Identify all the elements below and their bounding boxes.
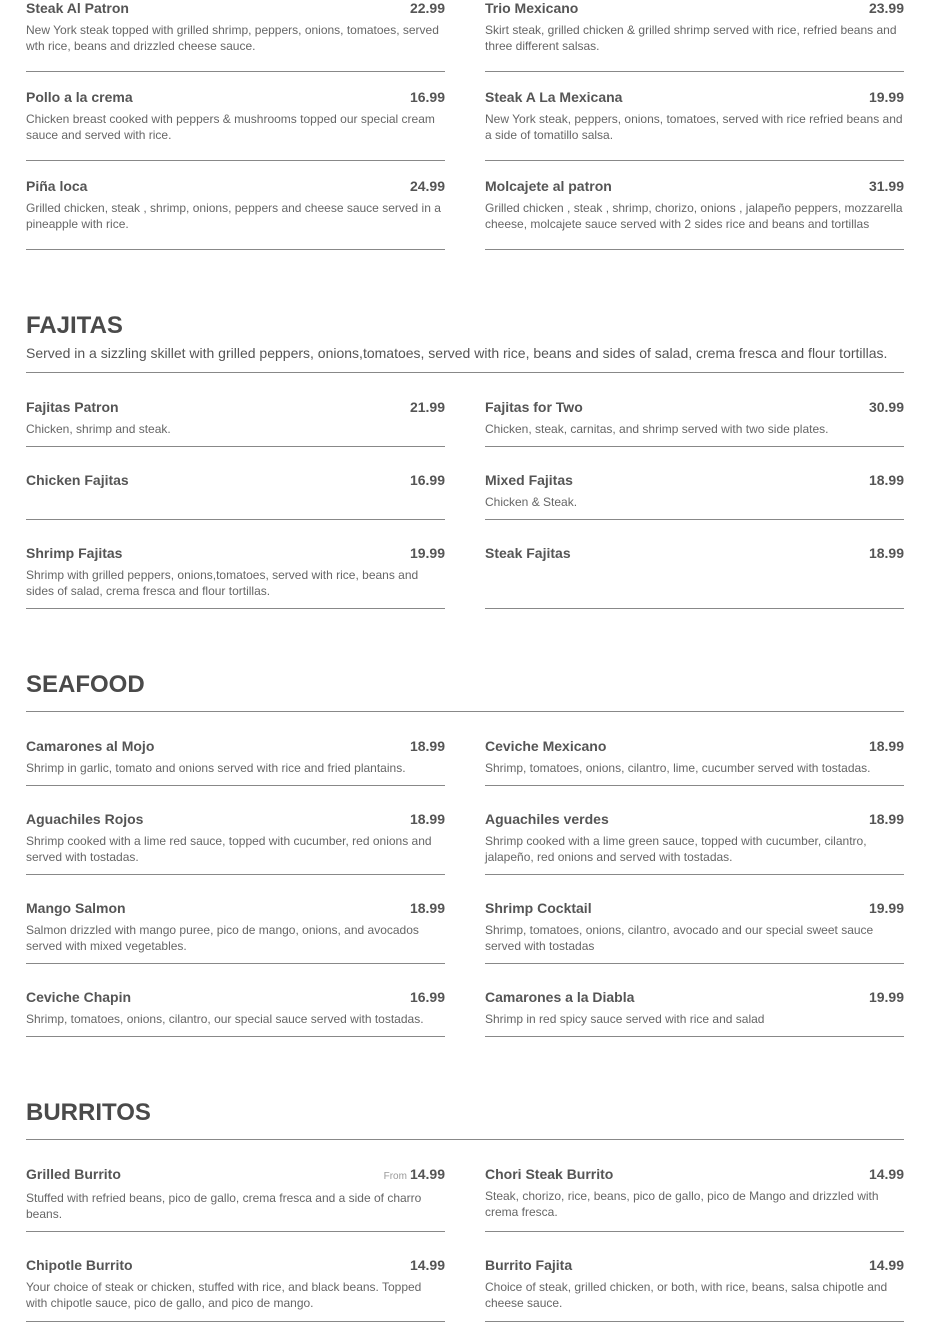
item-description: Choice of steak, grilled chicken, or both, with rice, beans, salsa chipotle and cheese sauce. [485,1280,888,1310]
item-divider [485,1036,904,1037]
item-description: Chicken breast cooked with peppers & mushrooms topped our special cream sauce and served with rice. [26,112,435,142]
item-description: New York steak, peppers, onions, tomatoes, served with rice refried beans and a side of tomatillo salsa. [485,112,903,142]
menu-item-mixed-fajitas[interactable] [485,472,904,520]
item-price [410,0,445,17]
menu-item-trio-mexicano[interactable] [485,0,904,72]
item-price [410,545,445,562]
item-divider [485,1231,904,1232]
menu-item-chori-steak-burrito[interactable] [485,1166,904,1232]
item-divider [485,249,904,250]
item-name: Burrito Fajita [485,1257,573,1273]
item-price [869,738,904,755]
menu-item-aguachiles-verdes[interactable] [485,811,904,875]
item-description: New York steak topped with grilled shrimp, peppers, onions, tomatoes, served wth rice, beans and drizzled cheese sauce. [26,23,439,53]
item-divider [26,874,445,875]
price-value: 21.99 [409,399,445,415]
item-name: Camarones a la Diabla [485,989,635,1005]
item-name: Fajitas Patron [26,399,119,415]
item-price [869,811,904,828]
price-value: 22.99 [409,0,445,16]
menu-item-aguachiles-rojos[interactable] [26,811,445,875]
item-price [384,1166,445,1185]
item-divider [485,608,904,609]
item-price [410,89,445,106]
price-value: 19.99 [868,89,904,105]
item-name: Aguachiles Rojos [26,811,144,827]
price-value: 14.99 [409,1257,445,1273]
menu-item-chicken-fajitas[interactable] [26,472,445,520]
item-divider [485,963,904,964]
item-divider [26,71,445,72]
item-description: Shrimp cooked with a lime red sauce, topped with cucumber, red onions and served with tostadas. [26,834,432,864]
menu-item-mango-salmon[interactable] [26,900,445,964]
menu-item-steak-a-la-mexicana[interactable] [485,89,904,161]
item-price [410,1257,445,1274]
price-value: 31.99 [868,178,904,194]
item-description: Shrimp with grilled peppers, onions,tomatoes, served with rice, beans and sides of salad, crema fresca and flour tortillas. [26,568,419,598]
price-value: 18.99 [868,472,904,488]
item-name: Steak Fajitas [485,545,571,561]
item-divider [485,519,904,520]
item-name: Camarones al Mojo [26,738,155,754]
item-divider [485,785,904,786]
price-value: 16.99 [409,89,445,105]
price-value: 19.99 [409,545,445,561]
section-divider [26,372,904,373]
item-name: Shrimp Cocktail [485,900,592,916]
item-divider [26,1231,445,1232]
item-divider [485,1321,904,1322]
item-name: Pollo a la crema [26,89,133,105]
item-name: Chicken Fajitas [26,472,129,488]
menu-item-ceviche-chapin[interactable] [26,989,445,1037]
item-price [869,178,904,195]
item-name: Chori Steak Burrito [485,1166,614,1182]
item-price [410,900,445,917]
item-description: Grilled chicken , steak , shrimp, chorizo, onions , jalapeño peppers, mozzarella cheese, molcajete sauce served with 2 sides rice and beans and tortillas [485,201,903,231]
price-value: 16.99 [409,989,445,1005]
price-value: 18.99 [868,738,904,754]
item-price [410,989,445,1006]
item-description: Grilled chicken, steak , shrimp, onions, peppers and cheese sauce served in a pineapple with rice. [26,201,441,231]
item-price [869,1257,904,1274]
menu-item-chipotle-burrito[interactable] [26,1257,445,1322]
item-divider [26,608,445,609]
price-value: 19.99 [868,900,904,916]
menu-item-grilled-burrito[interactable] [26,1166,445,1232]
price-value: 18.99 [409,900,445,916]
item-price [410,738,445,755]
section-title: BURRITOS [26,1099,151,1126]
menu-item-steak-al-patron[interactable] [26,0,445,72]
section-title: SEAFOOD [26,671,145,698]
section-description: Served in a sizzling skillet with grilled peppers, onions,tomatoes, served with rice, beans and sides of salad, crema fresca and flour tortillas. [26,345,888,361]
item-price [869,989,904,1006]
item-name: Ceviche Mexicano [485,738,607,754]
item-name: Molcajete al patron [485,178,612,194]
item-name: Fajitas for Two [485,399,583,415]
item-description: Shrimp, tomatoes, onions, cilantro, our special sauce served with tostadas. [26,1012,424,1026]
item-divider [26,785,445,786]
price-prefix: From [383,1171,407,1182]
item-price [410,472,445,489]
item-divider [26,446,445,447]
price-value: 18.99 [409,738,445,754]
item-description: Stuffed with refried beans, pico de gallo, crema fresca and a side of charro beans. [26,1191,422,1221]
menu-item-burrito-fajita[interactable] [485,1257,904,1322]
item-name: Ceviche Chapin [26,989,132,1005]
item-description: Shrimp in red spicy sauce served with rice and salad [485,1012,765,1026]
item-description: Chicken, steak, carnitas, and shrimp served with two side plates. [485,422,829,436]
item-description: Skirt steak, grilled chicken & grilled shrimp served with rice, refried beans and three different salsas. [485,23,897,53]
item-description: Shrimp, tomatoes, onions, cilantro, avocado and our special sweet sauce served with tostadas [485,923,874,953]
menu-item-ceviche-mexicano[interactable] [485,738,904,786]
item-divider [485,71,904,72]
item-divider [26,1321,445,1322]
menu-item-pollo-a-la-crema[interactable] [26,89,445,161]
item-price [869,472,904,489]
item-divider [485,446,904,447]
section-divider [26,711,904,712]
item-description: Shrimp in garlic, tomato and onions served with rice and fried plantains. [26,761,406,775]
menu-item-camarones-al-mojo[interactable] [26,738,445,786]
price-value: 23.99 [868,0,904,16]
item-name: Steak Al Patron [26,0,129,16]
item-description: Chicken & Steak. [485,495,578,509]
menu-item-shrimp-fajitas[interactable] [26,545,445,609]
item-divider [26,249,445,250]
item-name: Mango Salmon [26,900,126,916]
section-divider [26,1139,904,1140]
item-description: Chicken, shrimp and steak. [26,422,171,436]
item-price [410,399,445,416]
menu-item-pina-loca[interactable] [26,178,445,250]
item-divider [26,1036,445,1037]
menu-item-fajitas-patron[interactable] [26,399,445,447]
price-value: 18.99 [868,811,904,827]
price-value: 18.99 [868,545,904,561]
item-description: Salmon drizzled with mango puree, pico de mango, onions, and avocados served with mixed vegetables. [26,923,419,953]
item-description: Shrimp cooked with a lime green sauce, topped with cucumber, cilantro, jalapeño, red onions and served with tostadas. [485,834,867,864]
price-value: 14.99 [868,1257,904,1273]
item-name: Piña loca [26,178,88,194]
section-title: FAJITAS [26,312,123,339]
item-divider [26,519,445,520]
price-value: 14.99 [409,1166,445,1182]
item-price [869,399,904,416]
item-price [410,178,445,195]
item-divider [26,160,445,161]
menu-item-molcajete-al-patron[interactable] [485,178,904,250]
menu-item-shrimp-cocktail[interactable] [485,900,904,964]
item-description: Shrimp, tomatoes, onions, cilantro, lime, cucumber served with tostadas. [485,761,871,775]
menu-item-steak-fajitas[interactable] [485,545,904,609]
item-description: Your choice of steak or chicken, stuffed with rice, and black beans. Topped with chipotle sauce, pico de gallo, and pico de mango. [26,1280,422,1310]
menu-item-fajitas-for-two[interactable] [485,399,904,447]
price-value: 30.99 [868,399,904,415]
item-name: Mixed Fajitas [485,472,573,488]
item-name: Shrimp Fajitas [26,545,123,561]
item-description: Steak, chorizo, rice, beans, pico de gallo, pico de Mango and drizzled with crema fresca. [485,1189,879,1219]
item-name: Aguachiles verdes [485,811,609,827]
menu-item-camarones-a-la-diabla[interactable] [485,989,904,1037]
item-price [869,545,904,562]
item-price [869,0,904,17]
item-price [869,900,904,917]
item-price [869,89,904,106]
item-divider [26,963,445,964]
item-price [410,811,445,828]
price-value: 24.99 [409,178,445,194]
price-value: 19.99 [868,989,904,1005]
item-name: Grilled Burrito [26,1166,121,1182]
price-value: 14.99 [868,1166,904,1182]
price-value: 16.99 [409,472,445,488]
item-divider [485,874,904,875]
price-value: 18.99 [409,811,445,827]
item-divider [485,160,904,161]
item-name: Steak A La Mexicana [485,89,623,105]
item-name: Trio Mexicano [485,0,579,16]
item-price [869,1166,904,1183]
item-name: Chipotle Burrito [26,1257,133,1273]
